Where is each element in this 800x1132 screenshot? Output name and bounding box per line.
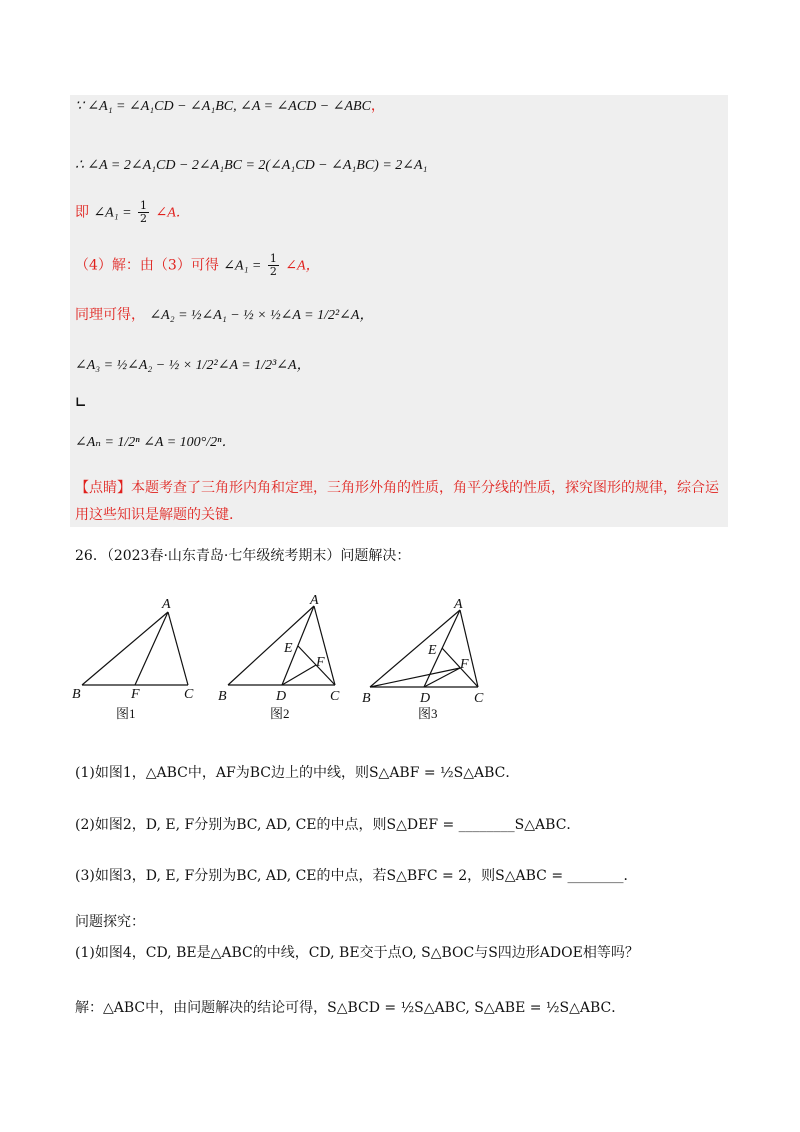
proof-line-5-math: ∠A₂ = ½∠A₁ − ½ × ½∠A = 1/2²∠A，	[149, 308, 374, 323]
proof-line-4-end: ∠A，	[285, 258, 320, 274]
explore-question-1: (1)如图4，CD, BE是△ABC的中线，CD, BE交于点O, S△BOC与S四边形ADOE相等吗？	[75, 945, 639, 961]
proof-line-8-math: ∠Aₙ = 1/2ⁿ ∠A = 100°/2ⁿ．	[75, 435, 236, 450]
question-2: (2)如图2，D, E, F分别为BC, AD, CE的中点，则S△DEF = ________S△ABC．	[75, 817, 581, 833]
comment-line-2: 用这些知识是解题的关键.	[75, 507, 234, 523]
proof-line-2-math: ∴ ∠A = 2∠A₁CD − 2∠A₁BC = 2(∠A₁CD − ∠A₁BC) = 2∠A₁	[75, 158, 428, 173]
fig3-label-f: F	[460, 657, 469, 672]
fraction-half: $\frac{1}{2}$	[140, 199, 148, 225]
proof-line-5-prefix: 同理可得，	[75, 307, 145, 323]
fig2-label-a: A	[310, 593, 319, 608]
proof-line-7: ∟	[75, 395, 87, 411]
proof-line-4-prefix: （4）解：由（3）可得	[75, 257, 219, 274]
proof-line-3-math: ∠A₁ =	[93, 205, 132, 221]
figure-2	[228, 606, 335, 685]
fig1-label-b: B	[72, 687, 81, 702]
figure-3	[370, 610, 478, 687]
fraction-half: $\frac{1}{2}$	[269, 252, 277, 278]
fig1-label-f: F	[131, 687, 140, 702]
figure-2-labels	[218, 593, 340, 721]
proof-line-1-tail: ，	[370, 98, 385, 114]
proof-line-3	[75, 200, 190, 225]
fig1-label-a: A	[162, 597, 171, 612]
fig3-label-a: A	[454, 597, 463, 612]
figures	[60, 590, 520, 725]
fig1-label-c: C	[184, 687, 194, 702]
fig2-label-f: F	[316, 655, 325, 670]
question-1: (1)如图1，△ABC中，AF为BC边上的中线，则S△ABF = ½S△ABC．	[75, 765, 520, 781]
fig3-caption: 图3	[418, 706, 438, 721]
proof-line-3-prefix: 即	[75, 204, 89, 221]
figure-1	[82, 612, 188, 685]
proof-line-3-end: ∠A．	[155, 205, 190, 221]
fig3-label-c: C	[474, 691, 484, 706]
fig1-caption: 图1	[116, 706, 136, 721]
proof-line-8	[75, 432, 236, 453]
fig2-label-e: E	[284, 641, 293, 656]
question-3: (3)如图3，D, E, F分别为BC, AD, CE的中点，若S△BFC = 2，则S△ABC = ________．	[75, 868, 638, 884]
proof-line-1	[75, 96, 385, 117]
fig2-label-b: B	[218, 689, 227, 704]
proof-line-6-math: ∠A₃ = ½∠A₂ − ½ × 1/2²∠A = 1/2³∠A，	[75, 358, 311, 373]
proof-line-5	[75, 305, 373, 326]
fig2-caption: 图2	[270, 706, 290, 721]
fig3-label-d: D	[420, 691, 431, 706]
proof-line-6	[75, 355, 311, 376]
proof-line-4	[75, 253, 320, 278]
proof-line-2	[75, 155, 427, 176]
solution-start: 解：△ABC中，由问题解决的结论可得，S△BCD = ½S△ABC, S△ABE = ½S△ABC．	[75, 1000, 626, 1016]
fig3-label-b: B	[362, 691, 371, 706]
proof-line-4-math: ∠A₁ =	[223, 258, 262, 274]
proof-line-1-math: ∵ ∠A₁ = ∠A₁CD − ∠A₁BC, ∠A = ∠ACD − ∠ABC	[75, 99, 371, 114]
question-header: 26．（2023春·山东青岛·七年级统考期末）问题解决：	[75, 548, 411, 564]
figure-1-labels	[72, 597, 194, 721]
explore-header: 问题探究：	[75, 914, 145, 930]
fig2-label-c: C	[330, 689, 340, 704]
fig2-label-d: D	[276, 689, 287, 704]
fig3-label-e: E	[428, 643, 437, 658]
comment-line-1: 【点睛】本题考查了三角形内角和定理，三角形外角的性质，角平分线的性质，探究图形的规律，综合运	[75, 480, 719, 496]
figure-3-labels	[362, 597, 484, 721]
